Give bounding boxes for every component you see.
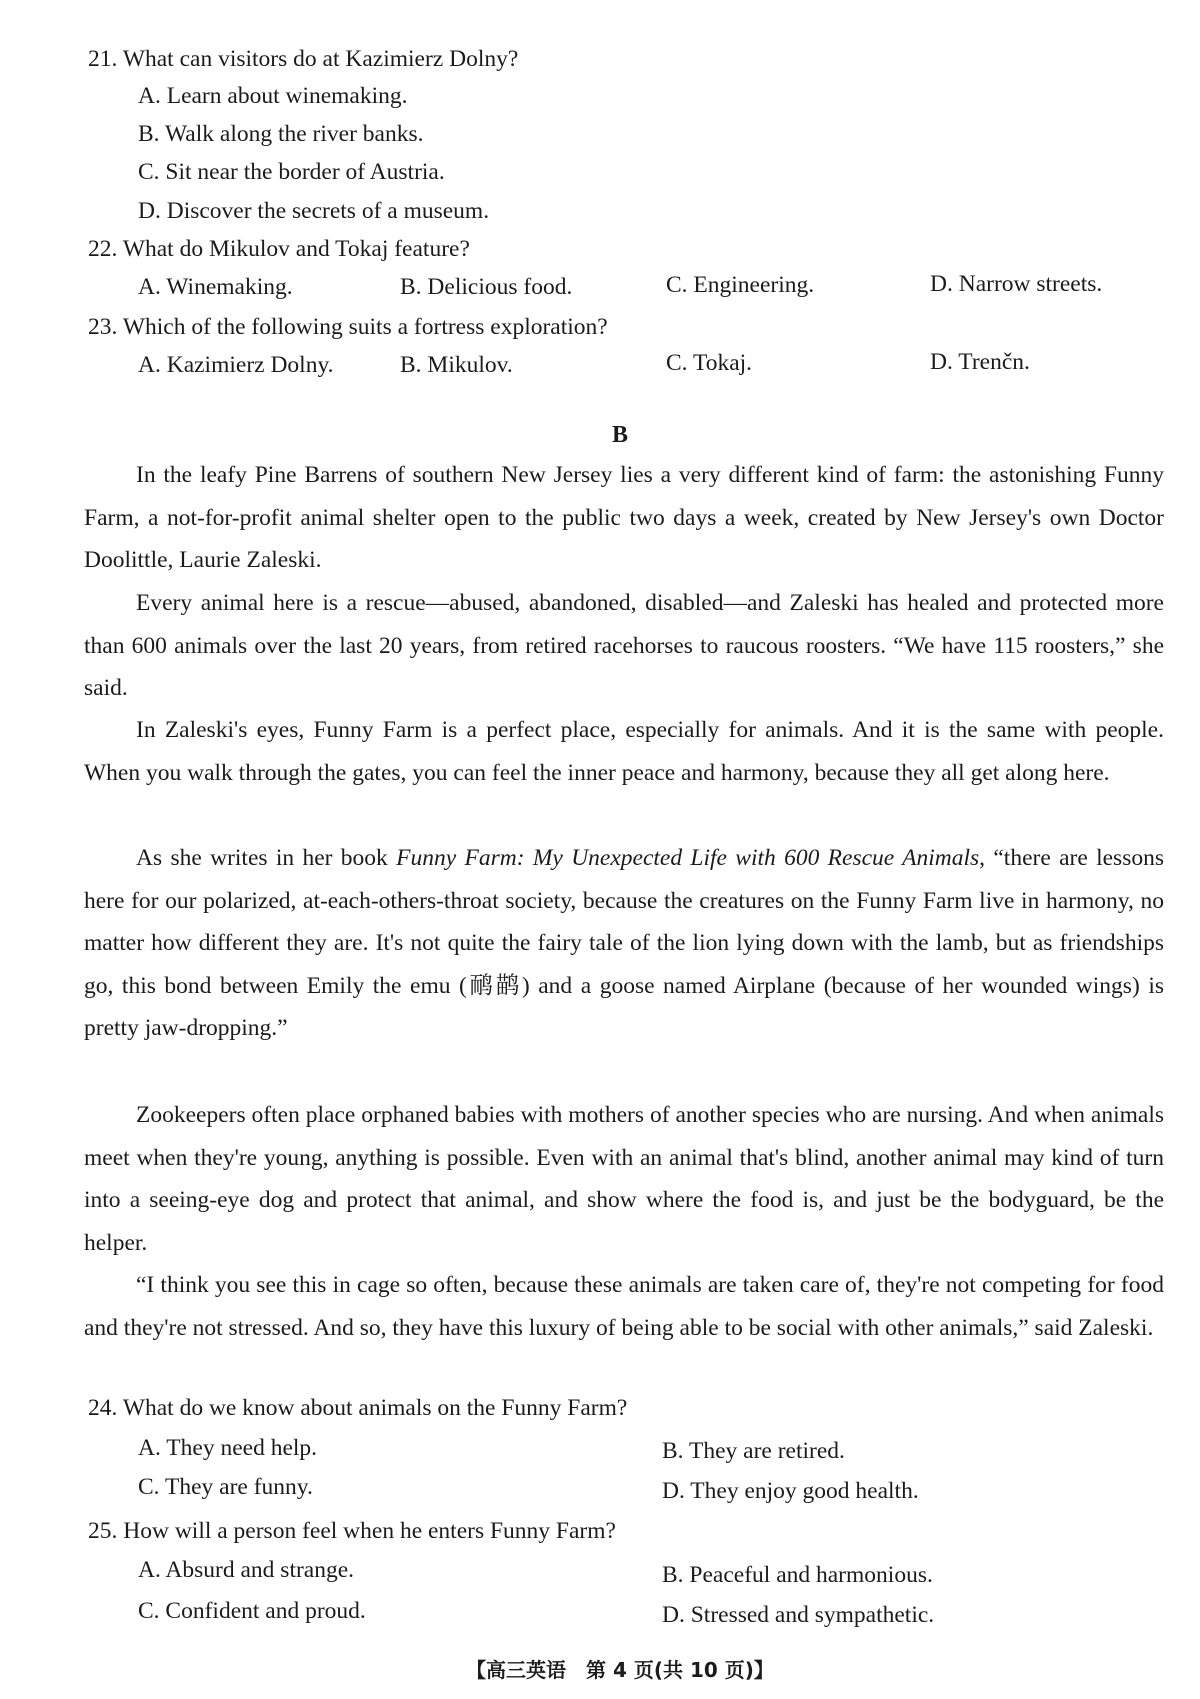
- book-title: Funny Farm: My Unexpected Life with 600 Rescue Animals: [396, 845, 980, 871]
- question-25-option-b: B. Peaceful and harmonious.: [662, 1562, 933, 1588]
- question-23: 23. Which of the following suits a fortress exploration?: [88, 314, 608, 340]
- question-21: 21. What can visitors do at Kazimierz Dolny?: [88, 46, 519, 72]
- question-23-option-c: C. Tokaj.: [666, 350, 753, 376]
- question-24: 24. What do we know about animals on the Funny Farm?: [88, 1395, 628, 1421]
- section-heading: B: [611, 422, 628, 448]
- question-25-option-d: D. Stressed and sympathetic.: [662, 1602, 935, 1628]
- passage-paragraph-4: [84, 837, 1164, 1050]
- question-24-option-c: C. They are funny.: [138, 1474, 313, 1500]
- question-23-option-b: B. Mikulov.: [400, 352, 513, 378]
- question-25: 25. How will a person feel when he enters Funny Farm?: [88, 1518, 616, 1544]
- question-24-option-a: A. They need help.: [138, 1435, 318, 1461]
- question-24-option-b: B. They are retired.: [662, 1438, 845, 1464]
- question-24-option-d: D. They enjoy good health.: [662, 1478, 919, 1504]
- question-25-option-c: C. Confident and proud.: [138, 1598, 366, 1624]
- paragraph-4-intro: As she writes in her book: [136, 845, 397, 871]
- question-23-option-a: A. Kazimierz Dolny.: [138, 352, 334, 378]
- question-23-option-d: D. Trenčn.: [930, 349, 1030, 375]
- passage-paragraph-3: In Zaleski's eyes, Funny Farm is a perfect place, especially for animals. And it is the same with people. When you walk through the gates, you can feel the inner peace and harmony, because they all get along here.: [84, 717, 1164, 786]
- question-22-option-c: C. Engineering.: [666, 272, 815, 298]
- question-22-option-d: D. Narrow streets.: [930, 271, 1103, 297]
- question-21-option-a: A. Learn about winemaking.: [138, 83, 408, 109]
- page-footer: 【高三英语 第 4 页(共 10 页)】: [466, 1658, 774, 1682]
- question-22-option-a: A. Winemaking.: [138, 274, 293, 300]
- question-22: 22. What do Mikulov and Tokaj feature?: [88, 236, 470, 262]
- passage-paragraph-5: Zookeepers often place orphaned babies with mothers of another species who are nursing. And when animals meet when they're young, anything is possible. Even with an animal that's blind, another animal may kind of turn into a seeing-eye dog and protect that animal, and show where the food is, and just be the bodyguard, be the helper.: [84, 1102, 1164, 1256]
- question-21-option-b: B. Walk along the river banks.: [138, 121, 424, 147]
- question-22-option-b: B. Delicious food.: [400, 274, 573, 300]
- question-21-option-d: D. Discover the secrets of a museum.: [138, 198, 490, 224]
- paragraph-4-quote: , “there are lessons here for our polarized, at-each-others-throat society, because the creatures on the Funny Farm live in harmony, no matter how different they are. It's not quite the fairy tale of the lion lying down with the lamb, but as friendships go, this bond between Emily the emu (鸸鹋) and a goose named Airplane (because of her wounded wings) is pretty jaw-dropping.”: [84, 845, 1164, 1041]
- question-21-option-c: C. Sit near the border of Austria.: [138, 159, 445, 185]
- question-25-option-a: A. Absurd and strange.: [138, 1557, 355, 1583]
- passage-paragraph-6: “I think you see this in cage so often, because these animals are taken care of, they're not competing for food and they're not stressed. And so, they have this luxury of being able to be social with other animals,” said Zaleski.: [84, 1272, 1164, 1341]
- passage-paragraph-1: In the leafy Pine Barrens of southern New Jersey lies a very different kind of farm: the astonishing Funny Farm, a not-for-profit animal shelter open to the public two days a week, created by New Jersey's own Doctor Doolittle, Laurie Zaleski.: [84, 462, 1164, 573]
- passage-paragraph-2: Every animal here is a rescue—abused, abandoned, disabled—and Zaleski has healed and protected more than 600 animals over the last 20 years, from retired racehorses to raucous roosters. “We have 115 roosters,” she said.: [84, 590, 1164, 701]
